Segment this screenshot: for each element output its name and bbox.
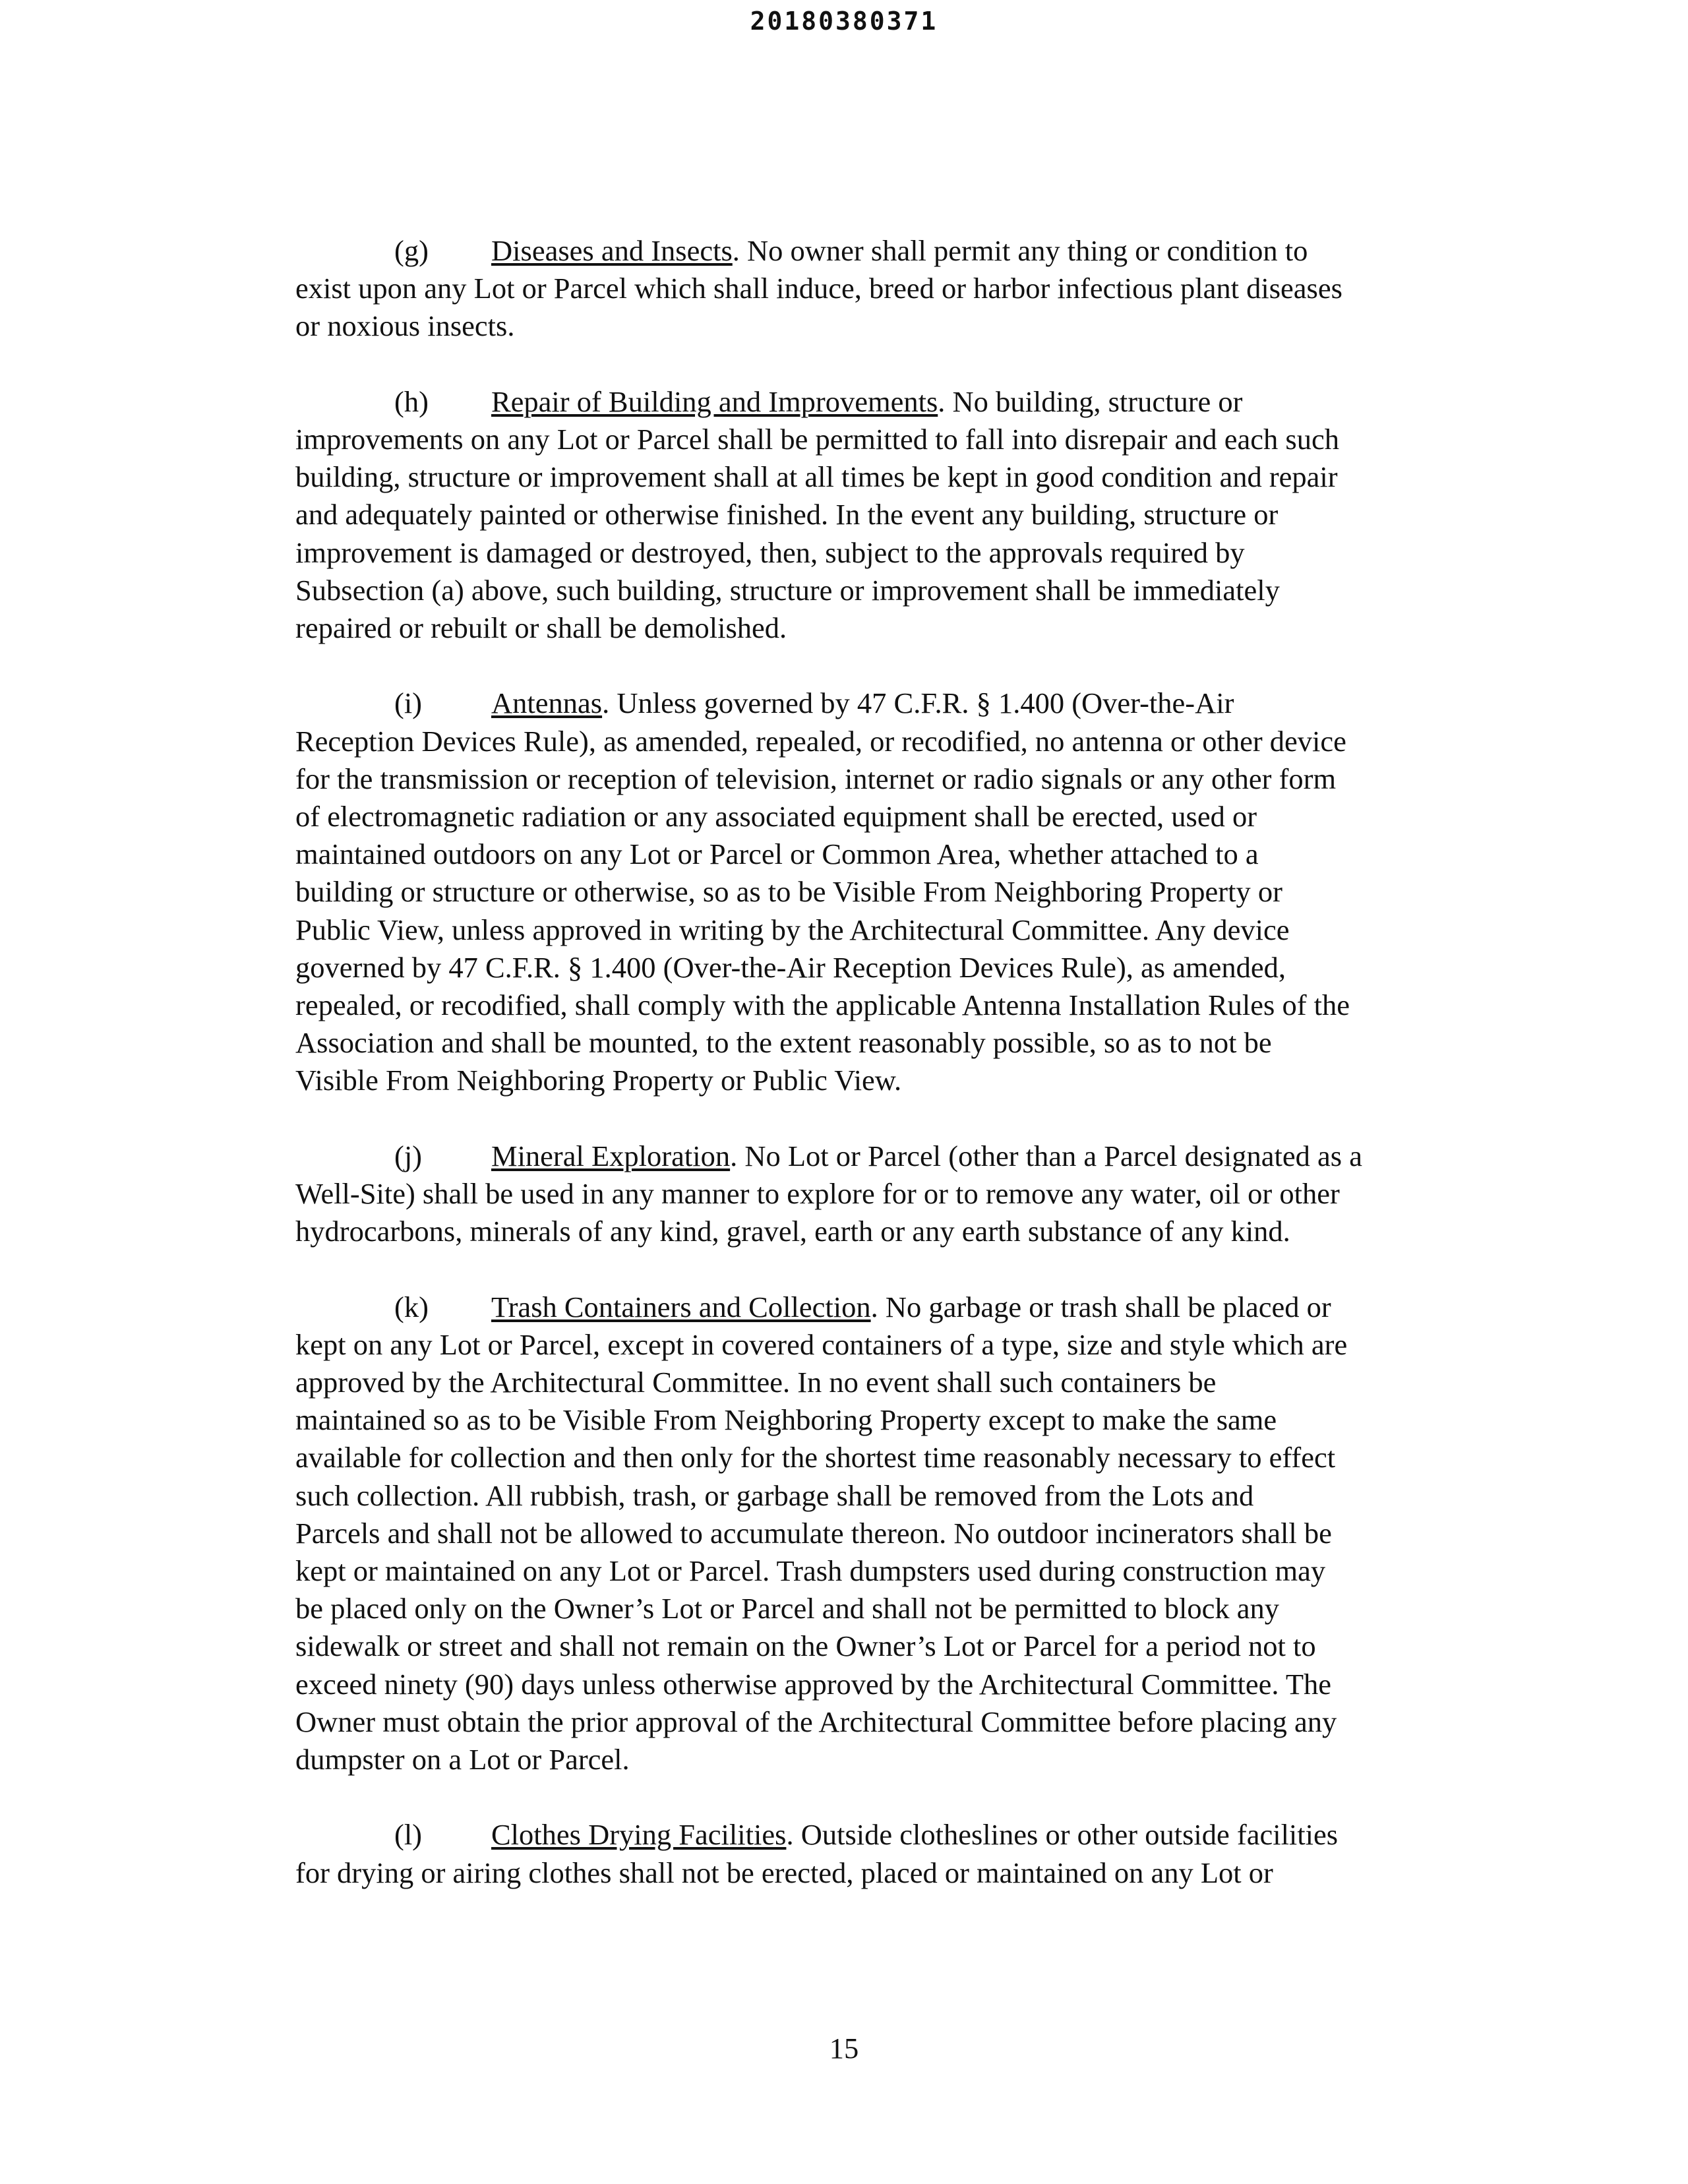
paragraph-heading: Clothes Drying Facilities xyxy=(491,1818,787,1852)
paragraph-first-line xyxy=(295,383,1476,421)
paragraph-line: hydrocarbons, minerals of any kind, gravel, earth or any earth substance of any kind. xyxy=(295,1215,1290,1248)
paragraph-line: Owner must obtain the prior approval of the Architectural Committee before placing any xyxy=(295,1705,1337,1738)
paragraph-line: maintained outdoors on any Lot or Parcel or Common Area, whether attached to a xyxy=(295,837,1259,871)
paragraph-text: . No owner shall permit any thing or condition to xyxy=(732,234,1308,267)
paragraph-line: of electromagnetic radiation or any associated equipment shall be erected, used or xyxy=(295,800,1257,834)
paragraph-heading: Diseases and Insects xyxy=(491,234,733,267)
paragraph-line: for drying or airing clothes shall not be erected, placed or maintained on any Lot or xyxy=(295,1856,1273,1889)
paragraph-line: improvement is damaged or destroyed, then, subject to the approvals required by xyxy=(295,535,1245,569)
paragraph-i xyxy=(295,684,1476,1099)
paragraph-line: Parcels and shall not be allowed to accumulate thereon. No outdoor incinerators shall be xyxy=(295,1516,1332,1550)
paragraph-line: available for collection and then only for the shortest time reasonably necessary to effect xyxy=(295,1441,1336,1474)
paragraph-line: Well-Site) shall be used in any manner to explore for or to remove any water, oil or other xyxy=(295,1177,1340,1211)
paragraph-first-line xyxy=(295,1816,1476,1854)
paragraph-g xyxy=(295,232,1476,346)
paragraph-text: . No Lot or Parcel (other than a Parcel designated as a xyxy=(730,1139,1362,1172)
paragraph-line: and adequately painted or otherwise finished. In the event any building, structure or xyxy=(295,498,1279,531)
paragraph-label: (l) xyxy=(394,1818,423,1852)
paragraph-first-line xyxy=(295,232,1476,270)
paragraph-text: . No garbage or trash shall be placed or xyxy=(870,1290,1331,1323)
paragraph-label: (k) xyxy=(394,1290,429,1323)
paragraph-line: kept on any Lot or Parcel, except in covered containers of a type, size and style which are xyxy=(295,1327,1348,1361)
paragraph-text: . Outside clotheslines or other outside facilities xyxy=(786,1818,1339,1852)
paragraph-text: . Unless governed by 47 C.F.R. § 1.400 (Over-the-Air xyxy=(602,686,1234,720)
paragraph-line: exceed ninety (90) days unless otherwise approved by the Architectural Committee. The xyxy=(295,1667,1332,1701)
paragraph-line: Reception Devices Rule), as amended, repealed, or recodified, no antenna or other device xyxy=(295,724,1346,758)
paragraph-line: Association and shall be mounted, to the extent reasonably possible, so as to not be xyxy=(295,1026,1272,1060)
document-body xyxy=(295,232,1476,1929)
paragraph-label: (h) xyxy=(394,384,429,418)
paragraph-heading: Mineral Exploration xyxy=(491,1139,731,1172)
document-number: 20180380371 xyxy=(750,7,938,36)
paragraph-line: sidewalk or street and shall not remain on the Owner’s Lot or Parcel for a period not to xyxy=(295,1629,1316,1663)
paragraph-line: building or structure or otherwise, so as to be Visible From Neighboring Property or xyxy=(295,875,1282,909)
paragraph-first-line xyxy=(295,684,1476,722)
paragraph-first-line xyxy=(295,1289,1476,1326)
paragraph-line: exist upon any Lot or Parcel which shall induce, breed or harbor infectious plant diseases xyxy=(295,272,1342,305)
paragraph-heading: Repair of Building and Improvements xyxy=(491,384,938,418)
paragraph-line: Subsection (a) above, such building, structure or improvement shall be immediately xyxy=(295,573,1280,607)
paragraph-first-line xyxy=(295,1138,1476,1175)
paragraph-line: repaired or rebuilt or shall be demolished. xyxy=(295,611,787,645)
paragraph-line: maintained so as to be Visible From Neighboring Property except to make the same xyxy=(295,1403,1277,1437)
paragraph-line: or noxious insects. xyxy=(295,309,515,343)
paragraph-line: improvements on any Lot or Parcel shall be permitted to fall into disrepair and each such xyxy=(295,423,1339,456)
paragraph-label: (i) xyxy=(394,686,423,720)
paragraph-line: governed by 47 C.F.R. § 1.400 (Over-the-Air Reception Devices Rule), as amended, xyxy=(295,950,1286,984)
paragraph-line: for the transmission or reception of television, internet or radio signals or any other form xyxy=(295,762,1337,795)
paragraph-h xyxy=(295,383,1476,647)
page-number: 15 xyxy=(829,2032,859,2065)
paragraph-line: repealed, or recodified, shall comply with the applicable Antenna Installation Rules of the xyxy=(295,988,1350,1022)
paragraph-k xyxy=(295,1289,1476,1779)
paragraph-j xyxy=(295,1138,1476,1251)
paragraph-line: such collection. All rubbish, trash, or garbage shall be removed from the Lots and xyxy=(295,1478,1254,1512)
paragraph-line: approved by the Architectural Committee. In no event shall such containers be xyxy=(295,1366,1217,1399)
paragraph-label: (g) xyxy=(394,234,429,267)
paragraph-line: be placed only on the Owner’s Lot or Parcel and shall not be permitted to block any xyxy=(295,1592,1279,1625)
paragraph-heading: Trash Containers and Collection xyxy=(491,1290,871,1323)
paragraph-line: kept or maintained on any Lot or Parcel. Trash dumpsters used during construction may xyxy=(295,1554,1326,1588)
paragraph-line: building, structure or improvement shall at all times be kept in good condition and repair xyxy=(295,460,1338,494)
paragraph-line: dumpster on a Lot or Parcel. xyxy=(295,1743,630,1776)
paragraph-l xyxy=(295,1816,1476,1891)
paragraph-line: Public View, unless approved in writing by the Architectural Committee. Any device xyxy=(295,913,1290,946)
paragraph-label: (j) xyxy=(394,1139,423,1172)
paragraph-line: Visible From Neighboring Property or Public View. xyxy=(295,1064,902,1097)
paragraph-heading: Antennas xyxy=(491,686,603,720)
paragraph-text: . No building, structure or xyxy=(938,384,1243,418)
